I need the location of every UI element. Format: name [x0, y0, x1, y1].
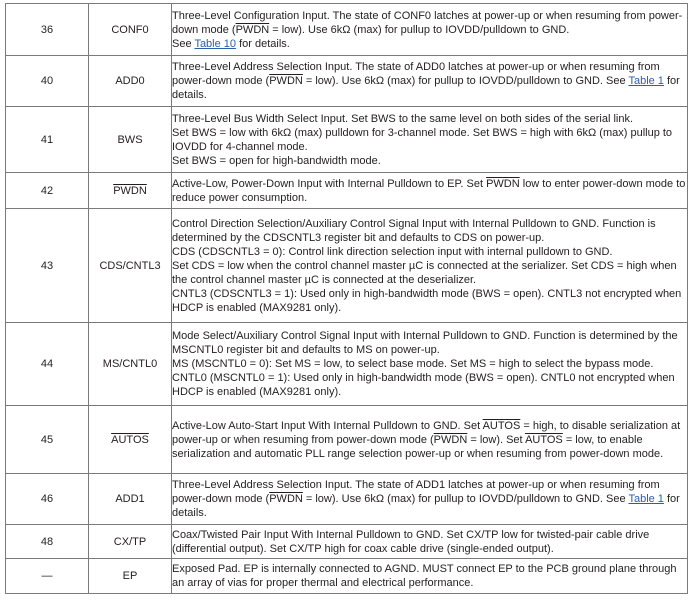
pin-function [172, 525, 688, 559]
pin-name: MS/CNTL0 [89, 323, 172, 406]
table-row [6, 4, 688, 56]
overlined-signal: PWDN [269, 493, 303, 505]
function-text: = low, to enable serialization and automatic PLL range selection power-up or when resuming from power-down mode. [172, 433, 664, 460]
table-link[interactable]: Table 1 [628, 493, 664, 505]
function-text: Three-Level Address Selection Input. The state of ADD0 latches at power-up or when resuming from power-down mode ( [172, 61, 660, 87]
function-text: Set BWS = open for high-bandwidth mode. [172, 154, 381, 167]
function-text: for details. [172, 75, 680, 101]
pin-number: — [6, 559, 89, 594]
overlined-signal: PWDN [235, 23, 270, 36]
pin-number: 45 [6, 406, 89, 474]
pin-function [172, 56, 688, 107]
pin-name: AUTOS [89, 406, 172, 474]
function-text: CNTL3 (CDSCNTL3 = 1): Used only in high-bandwidth mode (BWS = open). CNTL3 not encrypted when HDCP is enabled (MAX9281 only). [172, 287, 682, 314]
function-text: = low). Use 6kΩ (max) for pullup to IOVDD/pulldown to GND. [269, 23, 570, 36]
table-link[interactable]: Table 10 [194, 37, 237, 50]
pin-name: CX/TP [89, 525, 172, 559]
table-row [6, 474, 688, 525]
overlined-signal: PWDN [486, 177, 520, 190]
function-text: CDS (CDSCNTL3 = 0): Control link direction selection input with internal pulldown to GND. [172, 245, 613, 258]
table-row [6, 209, 688, 323]
pin-function [172, 323, 688, 406]
function-text: Control Direction Selection/Auxiliary Control Signal Input with Internal Pulldown to GND. Function is determined by the CDSCNTL3 register bit and defaults to CDS on power-up. [172, 217, 656, 244]
function-text: Three-Level Address Selection Input. The state of ADD1 latches at power-up or when resuming from power-down mode ( [172, 479, 660, 505]
table-row [6, 323, 688, 406]
pin-number: 36 [6, 4, 89, 56]
pin-name: BWS [89, 107, 172, 173]
pin-name: ADD0 [89, 56, 172, 107]
table-row [6, 525, 688, 559]
function-text: for details. [172, 493, 680, 519]
table-row [6, 56, 688, 107]
pin-name: PWDN [89, 173, 172, 209]
pin-name: CDS/CNTL3 [89, 209, 172, 323]
function-text: Three-Level Configuration Input. The state of CONF0 latches at power-up or when resuming from power-down mode ( [172, 9, 683, 36]
table-link[interactable]: Table 1 [628, 75, 664, 87]
overlined-signal: PWDN [269, 75, 303, 87]
table-row [6, 107, 688, 173]
function-text: Mode Select/Auxiliary Control Signal Input with Internal Pulldown to GND. Function is determined by the MSCNTL0 register bit and defaults to MS on power-up. [172, 330, 678, 356]
pin-number: 43 [6, 209, 89, 323]
overlined-signal: AUTOS [525, 433, 563, 446]
function-text: for details. [236, 37, 290, 50]
pin-number: 44 [6, 323, 89, 406]
function-text: Active-Low Auto-Start Input With Internal Pulldown to GND. Set [172, 419, 483, 432]
pin-number: 41 [6, 107, 89, 173]
pin-name: ADD1 [89, 474, 172, 525]
function-text: Exposed Pad. EP is internally connected to AGND. MUST connect EP to the PCB ground plane through an array of vias for proper thermal and electrical performance. [172, 563, 677, 589]
table-row [6, 559, 688, 594]
pin-function [172, 173, 688, 209]
table-row [6, 406, 688, 474]
function-text: Active-Low, Power-Down Input with Internal Pulldown to EP. Set [172, 177, 487, 190]
pin-description-table [5, 3, 688, 594]
pin-function [172, 474, 688, 525]
pin-function [172, 209, 688, 323]
function-text: = low). Set [467, 433, 526, 446]
pin-function [172, 4, 688, 56]
function-text: CNTL0 (MSCNTL0 = 1): Used only in high-bandwidth mode (BWS = open). CNTL0 not encrypted when HDCP is enabled (MAX9281 only). [172, 372, 675, 398]
function-text: = low). Use 6kΩ (max) for pullup to IOVDD/pulldown to GND. See [302, 75, 629, 87]
table-row [6, 173, 688, 209]
pin-function [172, 406, 688, 474]
function-text: Three-Level Bus Width Select Input. Set BWS to the same level on both sides of the serial link. [172, 112, 634, 125]
pin-name: EP [89, 559, 172, 594]
function-text: low to enter power-down mode to reduce power consumption. [172, 177, 686, 204]
pin-name: CONF0 [89, 4, 172, 56]
pin-function [172, 559, 688, 594]
pin-function [172, 107, 688, 173]
function-text: Set BWS = low with 6kΩ (max) pulldown for 3-channel mode. Set BWS = high with 6kΩ (max) pullup to IOVDD for 4-channel mode. [172, 126, 673, 153]
pin-number: 48 [6, 525, 89, 559]
function-text: Coax/Twisted Pair Input With Internal Pulldown to GND. Set CX/TP low for twisted-pair cable drive (differential output). Set CX/TP high for coax cable drive (single-ended output). [172, 528, 650, 555]
overlined-signal: AUTOS [482, 419, 521, 432]
function-text: MS (MSCNTL0 = 0): Set MS = low, to select base mode. Set MS = high to select the bypass mode. [172, 358, 654, 370]
function-text: See [172, 37, 195, 50]
function-text: = high, to disable serialization at power-up or when resuming from power-down mode ( [172, 419, 681, 446]
pin-number: 46 [6, 474, 89, 525]
function-text: Set CDS = low when the control channel master µC is connected at the serializer. Set CDS = high when the control channel master µC is connected at the deserializer. [172, 259, 677, 286]
function-text: = low). Use 6kΩ (max) for pullup to IOVDD/pulldown to GND. See [302, 493, 629, 505]
overlined-signal: PWDN [433, 433, 468, 446]
pin-number: 42 [6, 173, 89, 209]
pin-number: 40 [6, 56, 89, 107]
